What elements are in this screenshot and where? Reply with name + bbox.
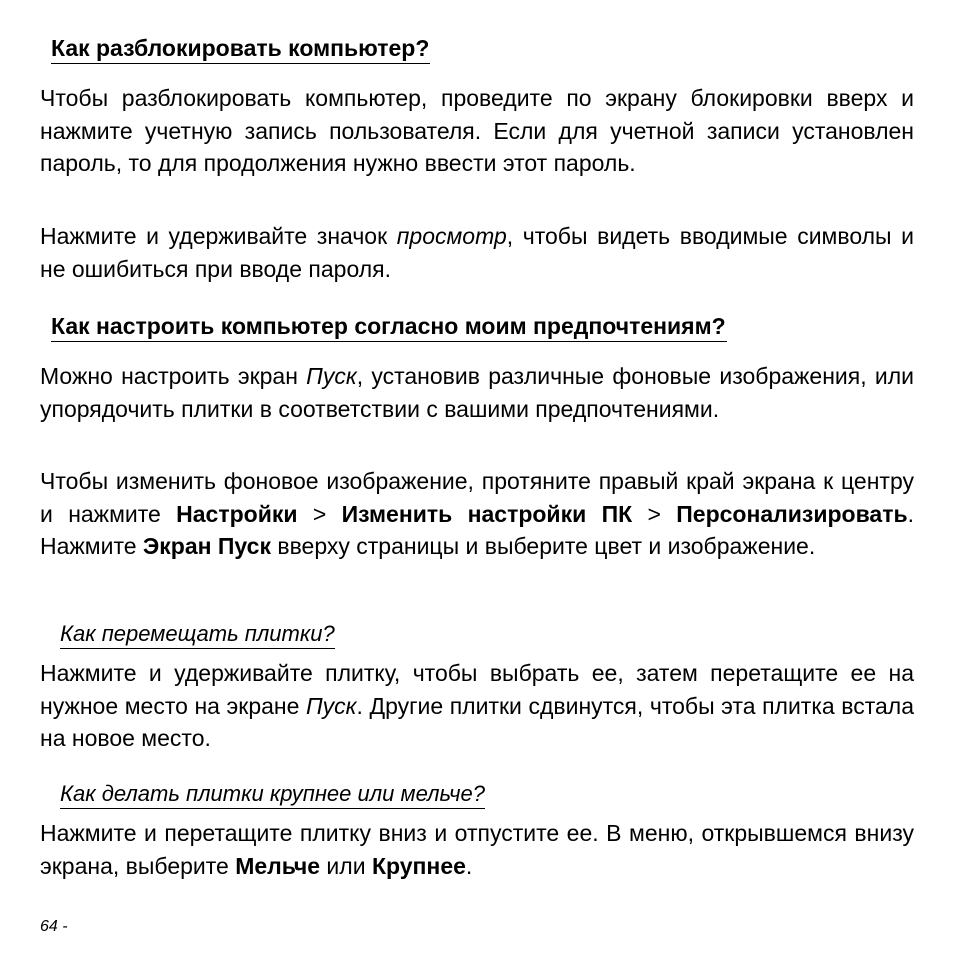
- text-run: , установив различные фоновые изображения, или упорядочить плитки в соответствии с вашими предпочтениями.: [40, 363, 914, 422]
- text-run: Нажмите и перетащите плитку вниз и отпустите ее. В меню, открывшемся внизу экрана, выберите: [40, 820, 914, 879]
- text-run: Нажмите и удерживайте значок: [40, 223, 397, 249]
- subheading-move-tiles: Как перемещать плитки?: [60, 620, 335, 649]
- bold-term-larger: Крупнее: [371, 852, 466, 879]
- text-run: вверху страницы и выберите цвет и изображение.: [270, 533, 816, 559]
- paragraph-customize-start: [40, 360, 914, 425]
- heading-unlock-wrap: [51, 33, 430, 64]
- text-run: Можно настроить экран: [40, 363, 307, 389]
- paragraph-unlock-text: Чтобы разблокировать компьютер, проведите по экрану блокировки вверх и нажмите учетную запись пользователя. Если для учетной записи установлен пароль, то для продолжения нужно ввести этот пароль.: [40, 85, 914, 176]
- bold-term-start-screen: Экран Пуск: [142, 533, 271, 559]
- text-run: >: [297, 500, 342, 527]
- text-run: . Нажмите: [40, 500, 915, 559]
- italic-term-preview: просмотр: [396, 223, 507, 249]
- bold-term-change-pc-settings: Изменить настройки ПК: [341, 500, 633, 527]
- italic-term-start: Пуск: [306, 363, 357, 389]
- heading-customize-wrap: [51, 311, 727, 342]
- text-run: Нажмите и удерживайте плитку, чтобы выбрать ее, затем перетащите ее на нужное место на экране: [40, 660, 914, 719]
- italic-term-start: Пуск: [306, 692, 357, 719]
- bold-term-smaller: Мельче: [235, 852, 321, 879]
- text-run: >: [632, 500, 677, 527]
- text-run: Чтобы изменить фоновое изображение, протяните правый край экрана к центру и нажмите: [40, 468, 914, 527]
- subheading-resize-tiles-wrap: [60, 780, 485, 809]
- paragraph-resize-tiles: [40, 817, 914, 882]
- text-run: или: [320, 852, 372, 879]
- paragraph-unlock-instructions: [40, 82, 914, 180]
- paragraph-change-background: [40, 465, 914, 563]
- heading-unlock: Как разблокировать компьютер?: [51, 33, 430, 64]
- bold-term-settings: Настройки: [176, 500, 298, 527]
- page-number: 64 -: [40, 918, 68, 935]
- subheading-move-tiles-wrap: [60, 620, 335, 649]
- bold-term-personalize: Персонализировать: [676, 500, 908, 527]
- heading-customize: Как настроить компьютер согласно моим предпочтениям?: [51, 311, 727, 342]
- paragraph-preview-icon: [40, 220, 914, 285]
- text-run: .: [465, 852, 473, 879]
- paragraph-move-tiles: [40, 657, 914, 755]
- text-run: , чтобы видеть вводимые символы и не ошибиться при вводе пароля.: [40, 223, 915, 282]
- subheading-resize-tiles: Как делать плитки крупнее или мельче?: [60, 780, 485, 809]
- text-run: . Другие плитки сдвинутся, чтобы эта плитка встала на новое место.: [40, 692, 914, 751]
